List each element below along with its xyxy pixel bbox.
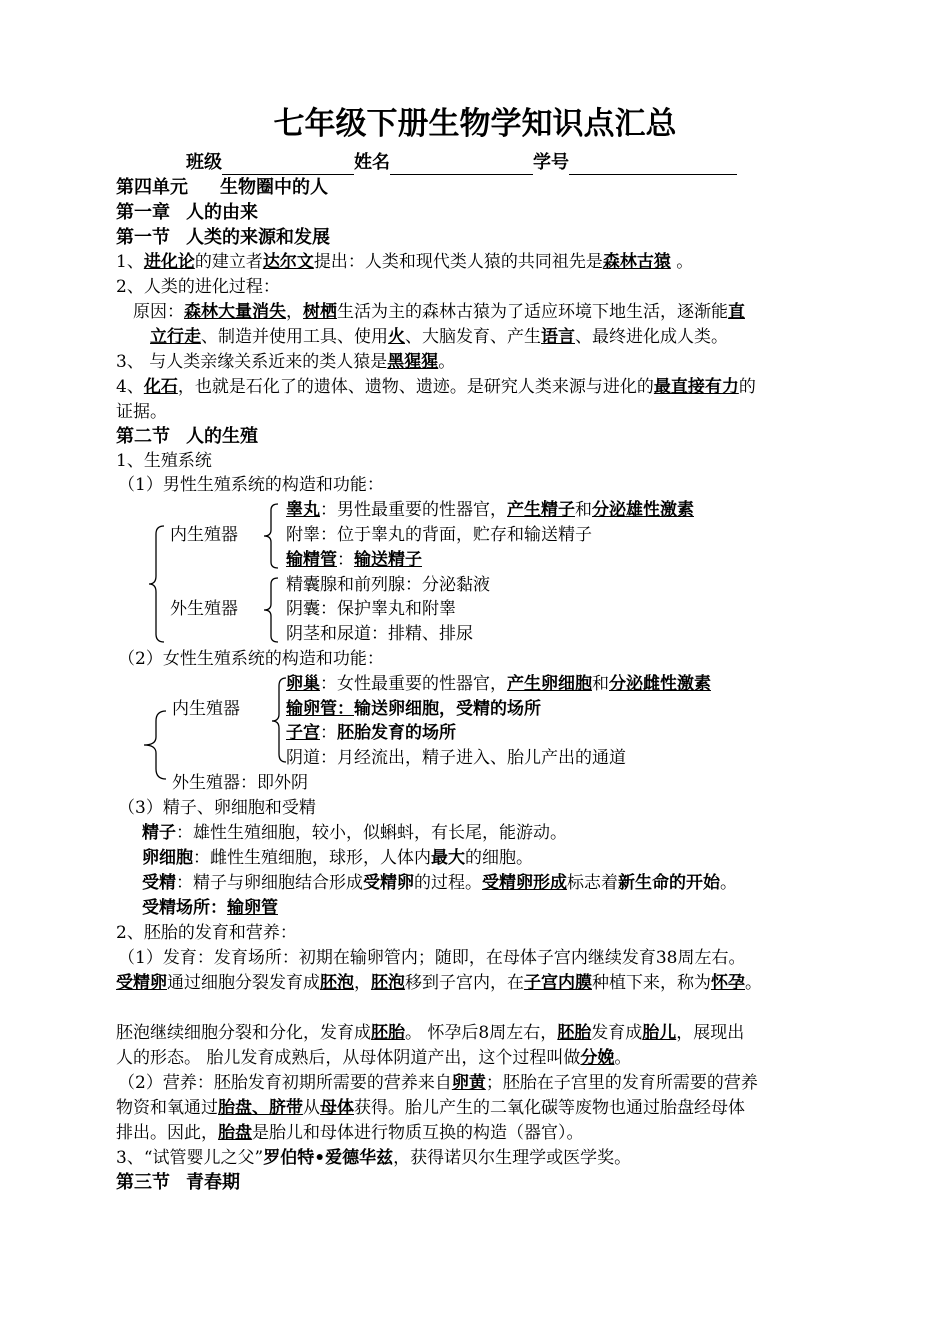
development-implantation: 受精卵通过细胞分裂发育成胚泡，胚泡移到子宫内，在子宫内膜种植下来，称为怀孕。 — [116, 973, 762, 993]
fertilization-process: 受精：精子与卵细胞结合形成受精卵的过程。受精卵形成标志着新生命的开始。 — [142, 873, 737, 893]
section-heading-3: 第三节 青春期 — [116, 1172, 240, 1193]
male-item-penis-urethra: 阴茎和尿道：排精、排尿 — [286, 624, 473, 644]
subheading-embryo: 2、胚胎的发育和营养： — [116, 923, 297, 943]
class-label: 班级 — [186, 152, 222, 173]
paragraph-evolution-theory: 1、进化论的建立者达尔文提出：人类和现代类人猿的共同祖先是森林古猿 。 — [116, 252, 694, 272]
section-heading-1: 第一节 人类的来源和发展 — [116, 227, 330, 248]
paragraph-evolution-cause-cont: 立行走、制造并使用工具、使用火、大脑发育、产生语言、最终进化成人类。 — [150, 327, 728, 347]
name-field[interactable] — [390, 156, 533, 175]
nutrition-line-2: 物资和氧通过胎盘、脐带从母体获得。胎儿产生的二氧化碳等废物也通过胎盘经母体 — [116, 1098, 745, 1118]
nutrition-line-3: 排出。因此，胎盘是胎儿和母体进行物质互换的构造（器官）。 — [116, 1123, 584, 1143]
nutrition-line-1: （2）营养：胚胎发育初期所需要的营养来自卵黄；胚胎在子宫里的发育所需要的营养 — [118, 1073, 758, 1093]
female-outer-brace — [142, 697, 172, 787]
female-internal-label: 内生殖器 — [172, 699, 240, 719]
student-info-line — [186, 151, 737, 175]
male-item-scrotum: 阴囊：保护睾丸和附睾 — [286, 599, 456, 619]
paragraph-closest-ape: 3、 与人类亲缘关系近来的类人猿是黑猩猩。 — [116, 352, 456, 372]
male-internal-brace — [262, 502, 282, 572]
fertilization-title: （3）精子、卵细胞和受精 — [118, 798, 316, 818]
chapter-heading: 第一章 人的由来 — [116, 202, 258, 223]
paragraph-fossil: 4、化石，也就是石化了的遗体、遗物、遗迹。是研究人类来源与进化的最直接有力的 — [116, 377, 756, 397]
female-item-ovary: 卵巢：女性最重要的性器官，产生卵细胞和分泌雌性激素 — [286, 674, 711, 694]
development-birth: 人的形态。 胎儿发育成熟后，从母体阴道产出，这个过程叫做分娩。 — [116, 1048, 632, 1068]
subheading-reproductive-system: 1、生殖系统 — [116, 451, 212, 471]
paragraph-fossil-cont: 证据。 — [116, 402, 167, 422]
male-external-label: 外生殖器 — [170, 599, 238, 619]
male-external-brace — [262, 576, 282, 646]
class-field[interactable] — [222, 156, 354, 175]
number-label: 学号 — [533, 152, 569, 173]
paragraph-evolution-process: 2、人类的进化过程： — [116, 277, 280, 297]
male-item-glands: 精囊腺和前列腺：分泌黏液 — [286, 575, 490, 595]
fertilization-egg: 卵细胞：雌性生殖细胞，球形，人体内最大的细胞。 — [142, 848, 533, 868]
paragraph-evolution-cause: 原因：森林大量消失，树栖生活为主的森林古猿为了适应环境下地生活，逐渐能直 — [133, 302, 745, 322]
section-heading-2: 第二节 人的生殖 — [116, 426, 258, 447]
male-internal-label: 内生殖器 — [170, 525, 238, 545]
ivf-father: 3、“试管婴儿之父”罗伯特•爱德华兹，获得诺贝尔生理学或医学奖。 — [116, 1148, 632, 1168]
fertilization-site: 受精场所：输卵管 — [142, 898, 278, 918]
male-system-title: （1）男性生殖系统的构造和功能： — [118, 475, 384, 495]
female-item-oviduct: 输卵管：输送卵细胞，受精的场所 — [286, 699, 541, 719]
name-label: 姓名 — [354, 152, 390, 173]
female-item-vagina: 阴道：月经流出，精子进入、胎儿产出的通道 — [286, 748, 626, 768]
female-system-title: （2）女性生殖系统的构造和功能： — [118, 649, 384, 669]
unit-heading: 第四单元 生物圈中的人 — [116, 177, 328, 198]
development-embryo-fetus: 胚泡继续细胞分裂和分化，发育成胚胎。 怀孕后8周左右，胚胎发育成胎儿，展现出 — [116, 1023, 745, 1043]
male-outer-brace — [148, 524, 168, 644]
development-site: （1）发育：发育场所：初期在输卵管内；随即，在母体子宫内继续发育38周左右。 — [118, 948, 746, 968]
page-title: 七年级下册生物学知识点汇总 — [273, 106, 677, 142]
number-field[interactable] — [569, 156, 737, 175]
male-item-epididymis: 附睾：位于睾丸的背面，贮存和输送精子 — [286, 525, 592, 545]
male-item-vas-deferens: 输精管：输送精子 — [286, 550, 422, 570]
female-external-label: 外生殖器：即外阴 — [172, 773, 308, 793]
female-item-uterus: 子宫：胚胎发育的场所 — [286, 723, 456, 743]
male-item-testis: 睾丸：男性最重要的性器官，产生精子和分泌雄性激素 — [286, 500, 694, 520]
fertilization-sperm: 精子：雄性生殖细胞，较小，似蝌蚪，有长尾，能游动。 — [142, 823, 567, 843]
